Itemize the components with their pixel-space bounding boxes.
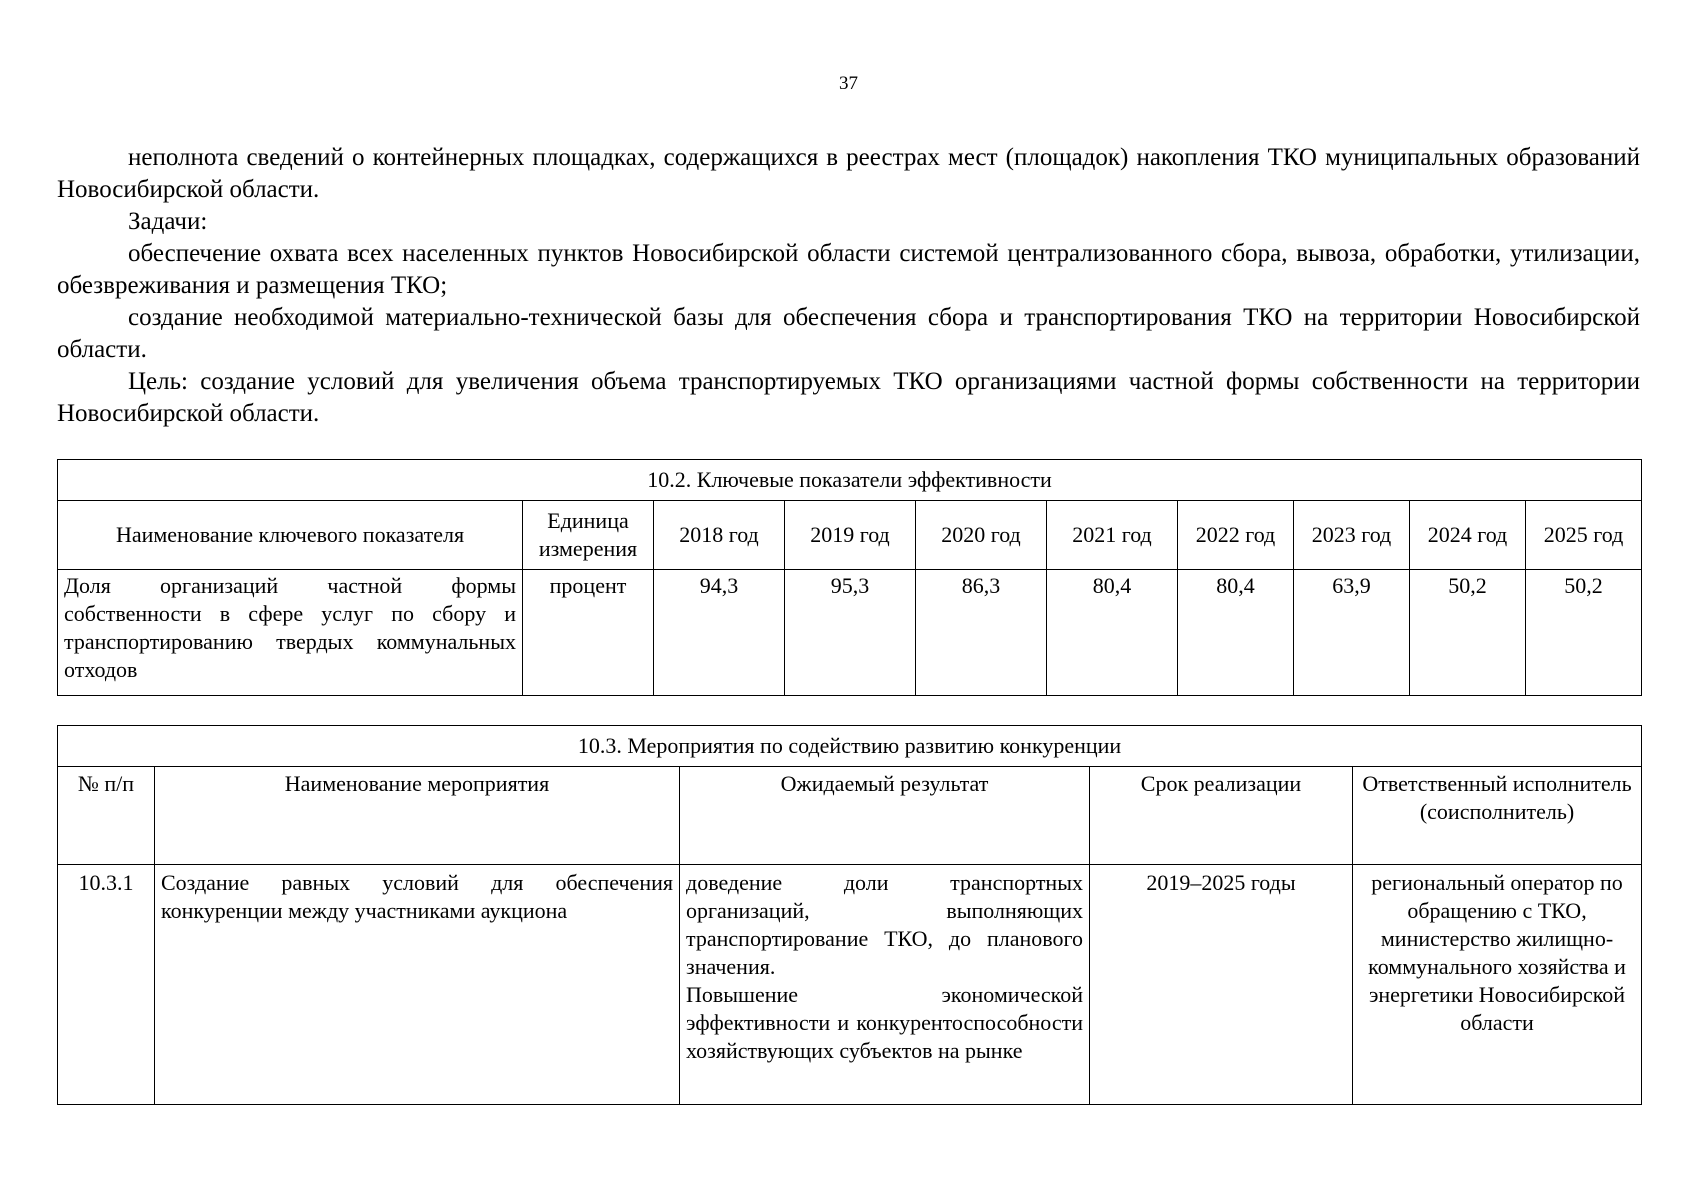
- page-number: 37: [839, 73, 858, 94]
- kpi-header-name: Наименование ключевого показателя: [58, 501, 523, 570]
- measures-table: [57, 725, 1642, 1105]
- kpi-indicator-name: Доля организаций частной формы собственности в сфере услуг по сбору и транспортированию твердых коммунальных отходов: [58, 570, 523, 696]
- table-row: [58, 865, 1642, 1105]
- kpi-value: 80,4: [1047, 570, 1178, 696]
- kpi-value: 86,3: [916, 570, 1047, 696]
- measures-header-responsible: Ответственный исполнитель (соисполнитель): [1353, 767, 1642, 865]
- kpi-header-year: 2025 год: [1526, 501, 1642, 570]
- kpi-header-year: 2022 год: [1178, 501, 1294, 570]
- kpi-value: 63,9: [1294, 570, 1410, 696]
- measure-result: [680, 865, 1090, 1105]
- kpi-header-year: 2020 год: [916, 501, 1047, 570]
- kpi-table: [57, 459, 1642, 696]
- kpi-header-year: 2018 год: [654, 501, 785, 570]
- kpi-header-year: 2021 год: [1047, 501, 1178, 570]
- paragraph: неполнота сведений о контейнерных площадках, содержащихся в реестрах мест (площадок) накопления ТКО муниципальных образований Новосибирской области.: [57, 144, 1640, 203]
- kpi-value: 95,3: [785, 570, 916, 696]
- kpi-header-year: 2019 год: [785, 501, 916, 570]
- kpi-value: 50,2: [1526, 570, 1642, 696]
- paragraph: создание необходимой материально-технической базы для обеспечения сбора и транспортирования ТКО на территории Новосибирской области.: [57, 304, 1640, 363]
- body-text: [57, 142, 1640, 430]
- measure-name: Создание равных условий для обеспечения конкуренции между участниками аукциона: [155, 865, 680, 1105]
- measures-table-title: 10.3. Мероприятия по содействию развитию конкуренции: [58, 726, 1642, 767]
- measure-number: 10.3.1: [58, 865, 155, 1105]
- measures-header-name: Наименование мероприятия: [155, 767, 680, 865]
- table-row: [58, 570, 1642, 696]
- kpi-table-title: 10.2. Ключевые показатели эффективности: [58, 460, 1642, 501]
- kpi-header-year: 2023 год: [1294, 501, 1410, 570]
- kpi-header-year: 2024 год: [1410, 501, 1526, 570]
- kpi-value: 80,4: [1178, 570, 1294, 696]
- measure-responsible: региональный оператор по обращению с ТКО, министерство жилищно-коммунального хозяйства и энергетики Новосибирской области: [1353, 865, 1642, 1105]
- paragraph: Цель: создание условий для увеличения объема транспортируемых ТКО организациями частной формы собственности на территории Новосибирской области.: [57, 368, 1640, 427]
- measures-header-num: № п/п: [58, 767, 155, 865]
- kpi-header-unit: Единица измерения: [523, 501, 654, 570]
- measures-header-term: Срок реализации: [1090, 767, 1353, 865]
- paragraph: обеспечение охвата всех населенных пунктов Новосибирской области системой централизованного сбора, вывоза, обработки, утилизации, обезвреживания и размещения ТКО;: [57, 240, 1640, 299]
- paragraph: Задачи:: [128, 208, 208, 235]
- measure-result-text: доведение доли транспортных организаций, выполняющих транспортирование ТКО, до планового значения.: [686, 870, 1083, 979]
- kpi-indicator-unit: процент: [523, 570, 654, 696]
- kpi-value: 94,3: [654, 570, 785, 696]
- measure-result-text: Повышение экономической эффективности и конкурентоспособности хозяйствующих субъектов на рынке: [686, 982, 1083, 1063]
- measure-term: 2019–2025 годы: [1090, 865, 1353, 1105]
- measures-header-result: Ожидаемый результат: [680, 767, 1090, 865]
- kpi-value: 50,2: [1410, 570, 1526, 696]
